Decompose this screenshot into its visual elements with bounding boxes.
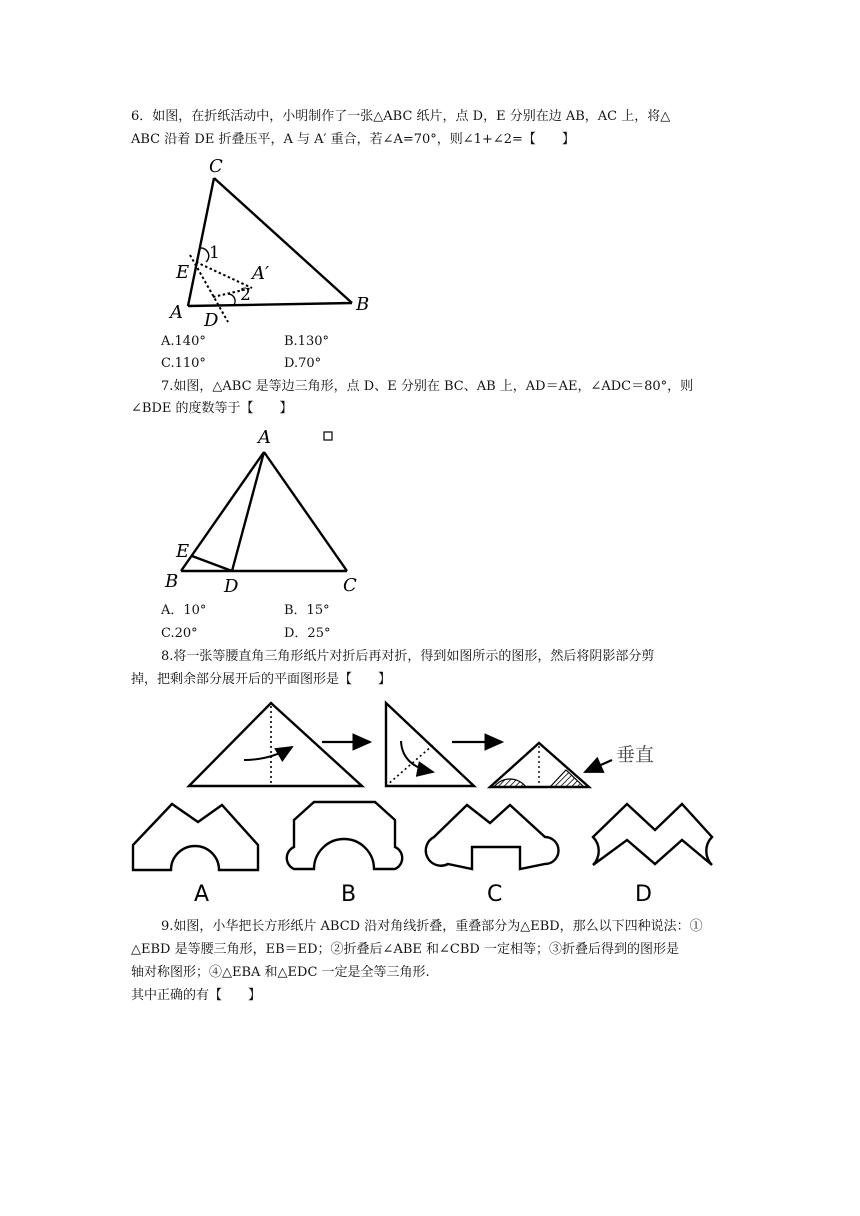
q7-option-c: C.20° <box>161 626 198 641</box>
q6-text-line1: 6．如图，在折纸活动中，小明制作了一张△ABC 纸片，点 D，E 分别在边 AB，AC 上，将△ <box>131 109 671 124</box>
q7-text-line2: ∠BDE 的度数等于【 】 <box>131 401 293 416</box>
q8-text-line2: 掉，把剩余部分展开后的平面图形是【 】 <box>131 672 392 687</box>
q8-option-shape-d <box>593 804 712 865</box>
q8-option-shape-c <box>426 805 559 869</box>
q8-shape-label-b: B <box>341 882 357 907</box>
q7-label-d: D <box>224 576 239 597</box>
q6-label-a-prime: A′ <box>252 263 270 284</box>
q8-option-shape-a <box>133 804 258 870</box>
q8-arrow-perpendicular <box>585 760 612 772</box>
q6-label-angle2: 2 <box>240 285 251 305</box>
q6-label-a: A <box>170 302 183 323</box>
q6-label-e: E <box>176 262 190 283</box>
q6-label-angle1: 1 <box>209 243 220 263</box>
q7-label-a: A <box>258 427 271 448</box>
q8-perpendicular-label: 垂直 <box>616 744 655 766</box>
q7-label-e: E <box>176 541 190 562</box>
q6-option-c: C.110° <box>161 356 206 371</box>
q6-label-b: B <box>356 294 370 315</box>
q6-option-b: B.130° <box>284 334 329 349</box>
q8-step3-triangle <box>490 743 589 787</box>
q7-text-line1: 7.如图，△ABC 是等边三角形，点 D、E 分别在 BC、AB 上，AD＝AE，∠ADC＝80°，则 <box>161 379 694 394</box>
q6-option-d: D.70° <box>284 356 322 371</box>
q8-shape-label-a: A <box>194 882 210 907</box>
q6-label-c: C <box>209 156 223 177</box>
q7-label-c: C <box>343 575 357 596</box>
q6-label-d: D <box>204 310 219 331</box>
q8-shape-label-c: C <box>487 882 503 907</box>
q7-option-d: D．25° <box>284 626 331 641</box>
q8-shape-label-d: D <box>635 882 652 907</box>
q8-step2-triangle <box>386 703 474 786</box>
q8-option-shape-b <box>287 802 402 869</box>
q7-option-b: B．15° <box>284 603 330 618</box>
q9-text-line4: 其中正确的有【 】 <box>131 988 262 1003</box>
q6-text-line2: ABC 沿着 DE 折叠压平，A 与 A′ 重合，若∠A=70°，则∠1+∠2=【 】 <box>131 132 575 147</box>
q6-option-a: A.140° <box>161 334 206 349</box>
q8-text-line1: 8.将一张等腰直角三角形纸片对折后再对折，得到如图所示的图形，然后将阴影部分剪 <box>161 649 655 664</box>
q8-step1-triangle <box>189 703 362 786</box>
q7-label-b: B <box>165 571 179 592</box>
q9-text-line2: △EBD 是等腰三角形，EB＝ED；②折叠后∠ABE 和∠CBD 一定相等；③折叠后得到的图形是 <box>131 942 679 957</box>
q7-option-a: A．10° <box>161 603 207 618</box>
q9-text-line1: 9.如图，小华把长方形纸片 ABCD 沿对角线折叠，重叠部分为△EBD，那么以下四种说法：① <box>161 919 703 934</box>
q9-text-line3: 轴对称图形；④△EBA 和△EDC 一定是全等三角形. <box>131 965 430 980</box>
